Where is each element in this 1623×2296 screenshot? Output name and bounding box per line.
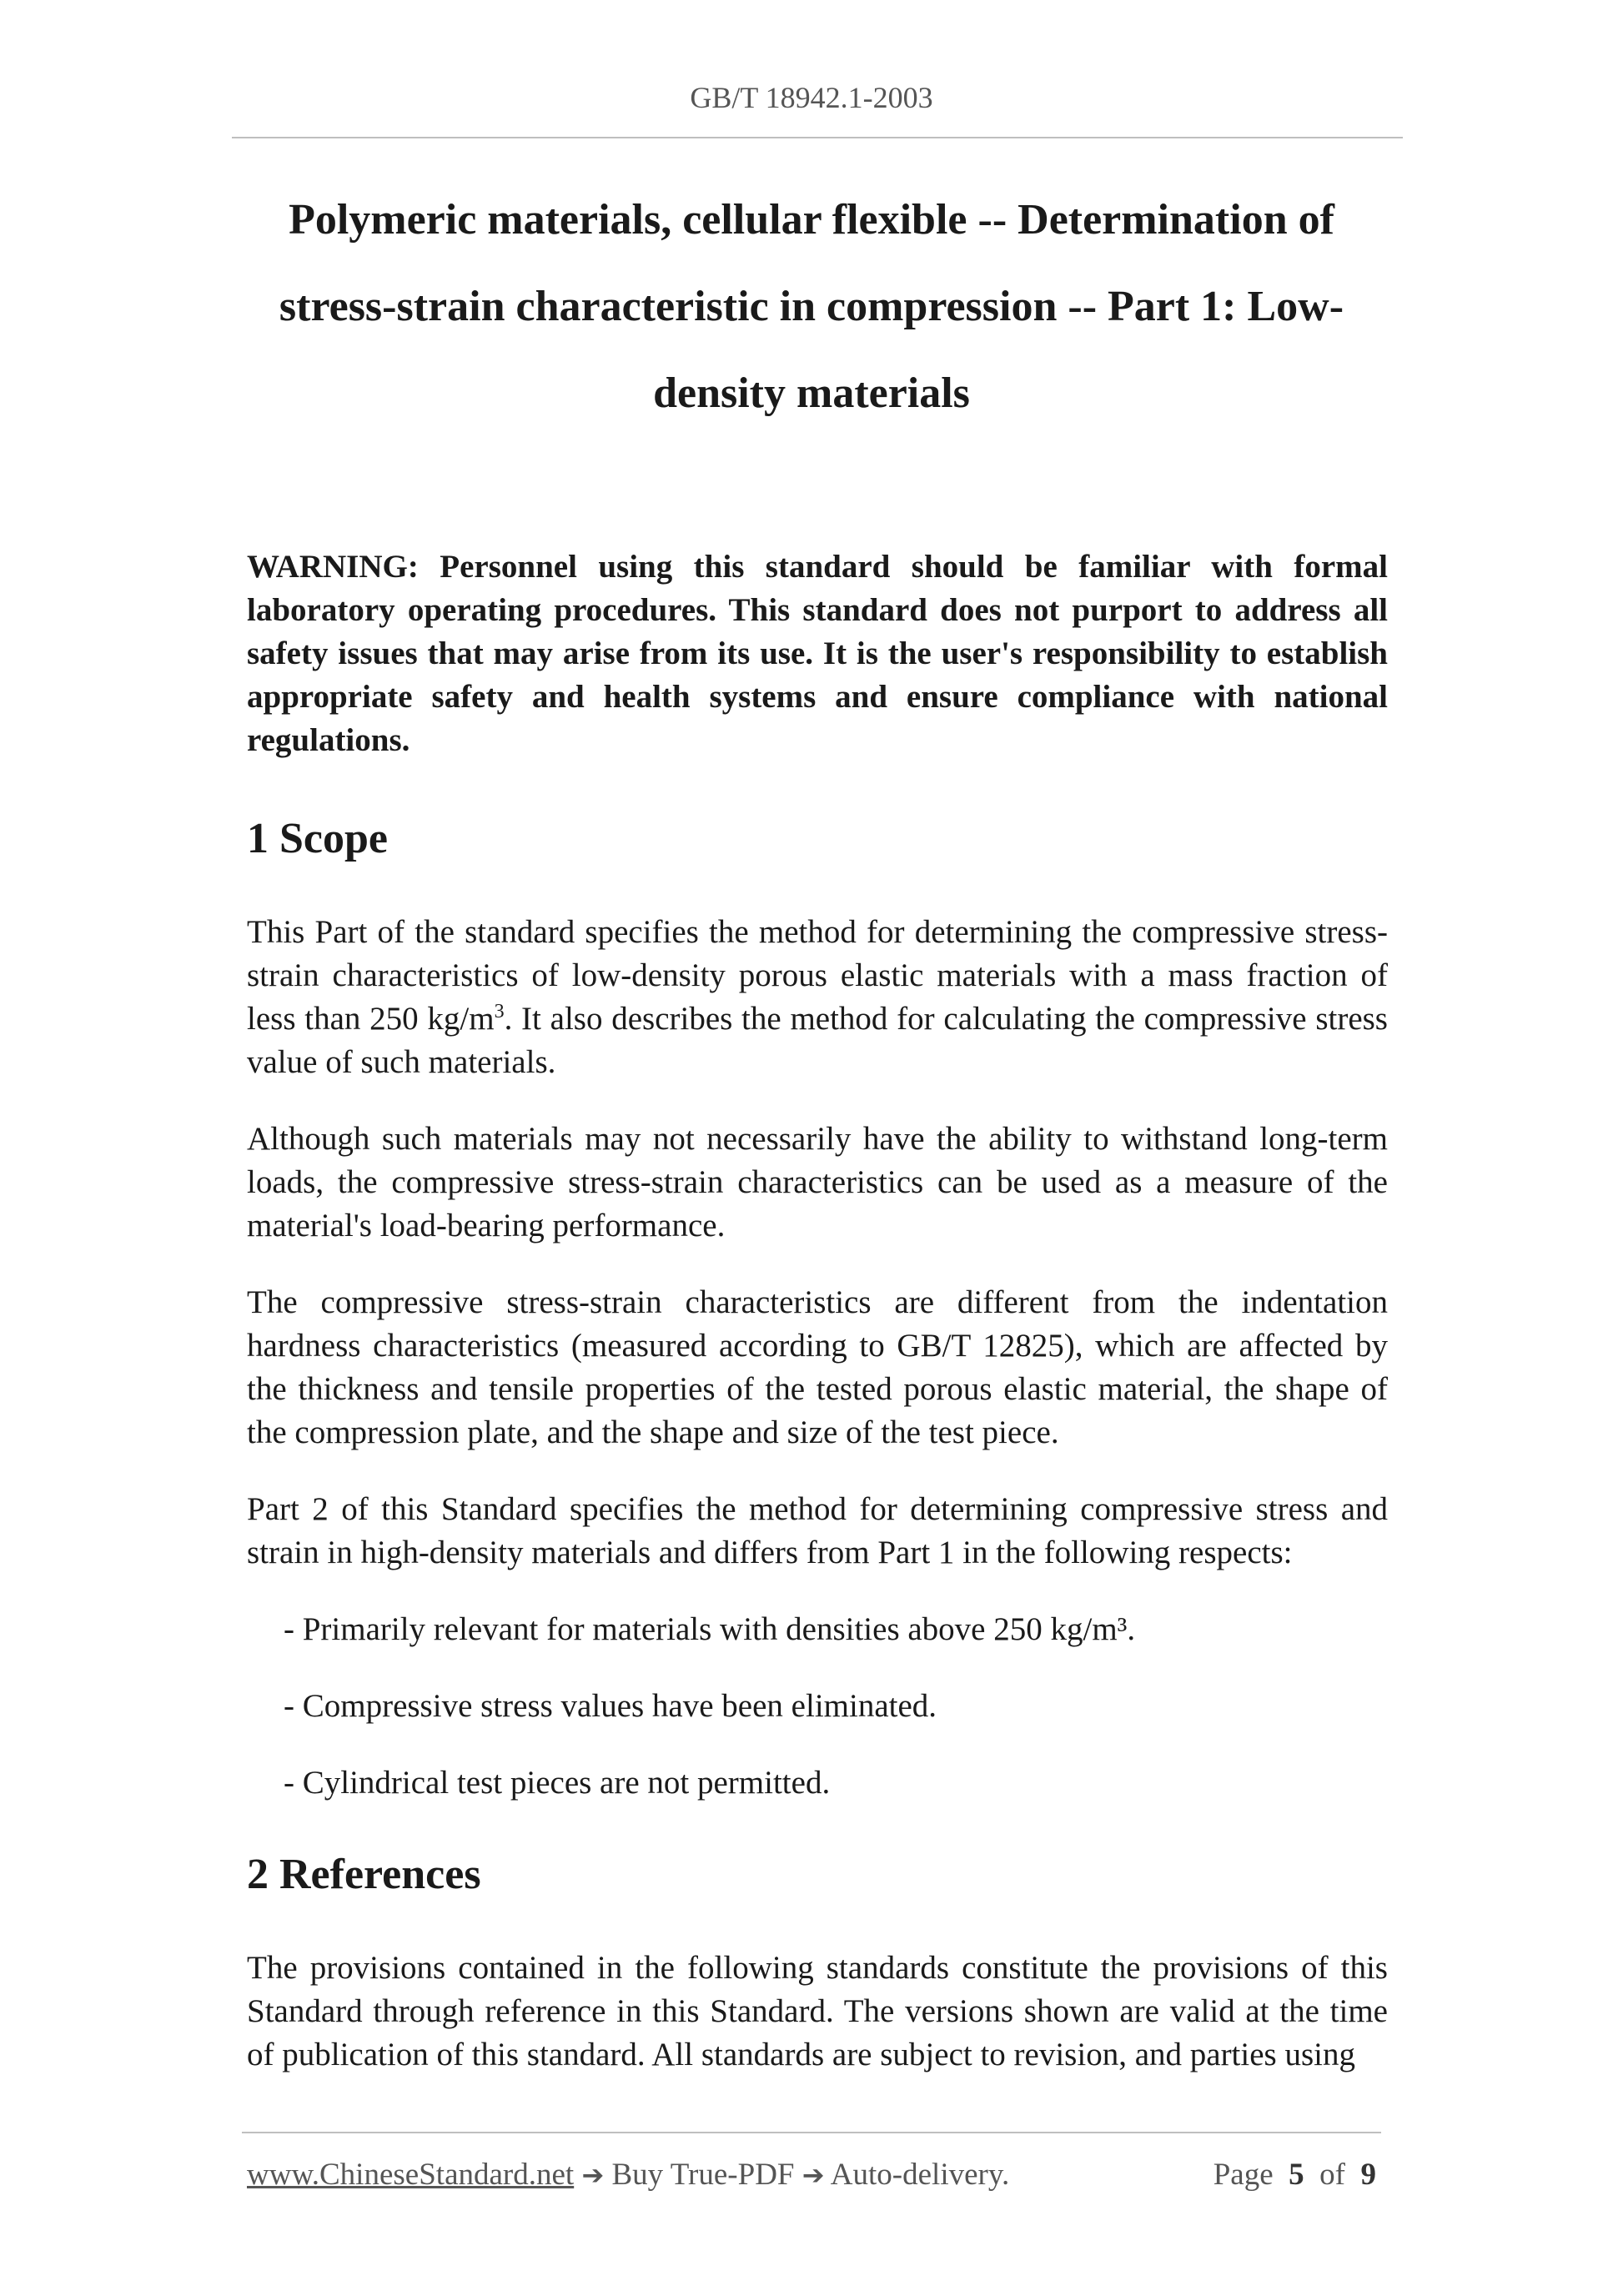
list-item: - Compressive stress values have been eliminated. [284, 1688, 937, 1724]
page-number: 5 [1289, 2158, 1304, 2192]
arrow-right-icon: ➔ [581, 2159, 605, 2191]
buy-pdf-text: Buy True-PDF [611, 2158, 795, 2192]
scope-bullet-list [247, 1608, 1388, 1805]
document-title: Polymeric materials, cellular flexible -- Determination of stress-strain characteristic in compression -- Part 1: Low-density materials [279, 196, 1344, 417]
warning-notice: WARNING: Personnel using this standard should be familiar with formal laboratory operating procedures. This standard does not purport to address all safety issues that may arise from its use. It is the user's responsibility to establish appropriate safety and health systems and ensure compliance with national regulations. [247, 549, 1388, 758]
scope-paragraph-1 [247, 911, 1388, 1084]
scope-paragraph-4: Part 2 of this Standard specifies the method for determining compressive stress and strain in high-density materials and differs from Part 1 in the following respects: [247, 1491, 1388, 1570]
page-label: Page [1213, 2158, 1274, 2192]
scope-paragraph-2: Although such materials may not necessarily have the ability to withstand long-term loads, the compressive stress-strain characteristics can be used as a measure of the material's load-bearing performance. [247, 1121, 1388, 1243]
document-body [247, 545, 1388, 2110]
header-divider [232, 137, 1403, 138]
scope-paragraph-3: The compressive stress-strain characteristics are different from the indentation hardness characteristics (measured according to GB/T 12825), which are affected by the thickness and tensile properties of the tested porous elastic material, the shape of the compression plate, and the shape and size of the test piece. [247, 1284, 1388, 1450]
scope-p1-text-end: . It also describes the method for calculating the compressive stress value of such materials. [247, 1001, 1388, 1080]
section-heading-references: 2 References [247, 1851, 481, 1898]
list-item: - Cylindrical test pieces are not permitted. [284, 1765, 831, 1801]
superscript-3: 3 [494, 1001, 505, 1022]
website-link[interactable]: www.ChineseStandard.net [247, 2158, 575, 2192]
scope-p1-text: This Part of the standard specifies the method for determining the compressive stress-strain characteristics of low-density porous elastic materials with a mass fraction of less than 250 kg/m [247, 914, 1388, 1037]
of-label: of [1319, 2158, 1345, 2192]
page-total: 9 [1360, 2158, 1376, 2192]
footer-links [247, 2157, 1009, 2193]
list-item: - Primarily relevant for materials with densities above 250 kg/m³. [284, 1611, 1136, 1647]
arrow-right-icon: ➔ [801, 2159, 825, 2191]
section-heading-scope: 1 Scope [247, 815, 388, 862]
page-footer [247, 2157, 1376, 2193]
auto-delivery-text: Auto-delivery. [830, 2158, 1010, 2192]
footer-divider [242, 2132, 1381, 2133]
page-indicator [1213, 2157, 1376, 2193]
page-header-code: GB/T 18942.1-2003 [690, 81, 933, 114]
references-paragraph-1: The provisions contained in the following standards constitute the provisions of this Standard through reference in this Standard. The versions shown are valid at the time of publication of this standard. All standards are subject to revision, and parties using [247, 1950, 1388, 2072]
